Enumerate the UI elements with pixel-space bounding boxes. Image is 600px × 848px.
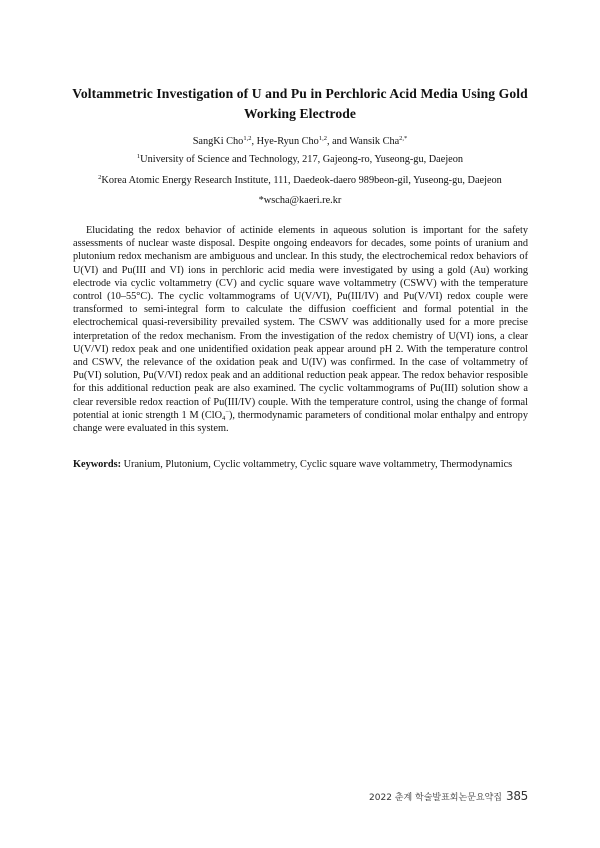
paper-title: Voltammetric Investigation of U and Pu in Perchloric Acid Media Using Gold Working Electrode: [72, 86, 528, 121]
page-footer: [369, 789, 528, 803]
corresponding-author-mark: *: [404, 135, 408, 142]
corresponding-email: *wscha@kaeri.re.kr: [258, 195, 342, 206]
keywords-label: Keywords:: [73, 459, 122, 470]
abstract-text: Elucidating the redox behavior of actinide elements in aqueous solution is important for the safety assessments of nuclear waste disposal. Despite ongoing endeavors for decades, some points of uranium and plutonium redox mechanism are ambiguous and unclear. In this study, the electrochemical redox behaviors of U(VI) and Pu(III and VI) ions in perchloric acid media were investigated by using a gold (Au) working electrode via cyclic voltammetry (CV) and cyclic square wave voltammetry (CSWV) with the temperature control (10–55°C). The cyclic voltammograms of U(V/VI), Pu(III/IV) and Pu(V/VI) redox couple were transformed to semi-integral form to calculate the diffusion coefficient and formal potential in the electrochemical quasi-reversibility prevailed system. The CSWV was additionally used for a more precise interpretation of the redox mechanism. From the investigation of the redox chemistry of U(VI) ions, a clear U(V/VI) redox peak and one unidentified oxidation peak appear around pH 2. With the temperature control and CSWV, the relevance of the oxidation peak and U(IV) was confirmed. In the case of voltammetry of Pu(VI) solution, Pu(V/VI) redox peak and an additional reduction peak appear. The redox behavior resposible for this additional reduction peak are also examined. The cyclic voltammograms of Pu(III) solution show a clear reversible redox reaction of Pu(III/IV) couple. With the temperature control, using the change of formal potential at ionic strength 1 M (ClO: [73, 225, 528, 421]
affiliation-number: 1: [136, 153, 141, 160]
affiliation-text: Korea Atomic Energy Research Institute, 111, Daedeok-daero 989beon-gil, Yuseong-gu, Daejeon: [101, 175, 502, 186]
affiliation: [40, 174, 560, 188]
proceedings-title: 2022 춘계 학술발표회논문요약집: [369, 793, 502, 803]
abstract-text-end: ), thermodynamic parameters of conditional molar enthalpy and entropy change were evaluated in this system.: [73, 409, 528, 435]
affiliation-number: 2: [98, 174, 102, 181]
page-number: 385: [505, 789, 528, 803]
author-affiliation-marker: 1,2: [318, 135, 327, 142]
affiliation-text: University of Science and Technology, 217, Gajeong-ro, Yuseong-gu, Daejeon: [140, 154, 464, 165]
author-list: [60, 135, 540, 149]
author-name: Wansik Cha: [349, 136, 400, 147]
author-affiliation-marker: 2,*: [399, 135, 408, 142]
author-name: SangKi Cho: [192, 136, 244, 147]
author-separator: , and: [326, 136, 350, 147]
author-name: Hye-Ryun Cho: [256, 136, 319, 147]
formula-superscript: −: [225, 408, 229, 416]
author-separator: ,: [251, 136, 257, 147]
abstract-paragraph: [73, 224, 528, 435]
affiliation: [40, 153, 560, 167]
formula-subscript: 4: [222, 414, 226, 422]
keywords-line: [73, 458, 543, 472]
keywords-text: Uranium, Plutonium, Cyclic voltammetry, Cyclic square wave voltammetry, Thermodynamics: [121, 459, 513, 470]
author-affiliation-marker: 1,2: [243, 135, 252, 142]
